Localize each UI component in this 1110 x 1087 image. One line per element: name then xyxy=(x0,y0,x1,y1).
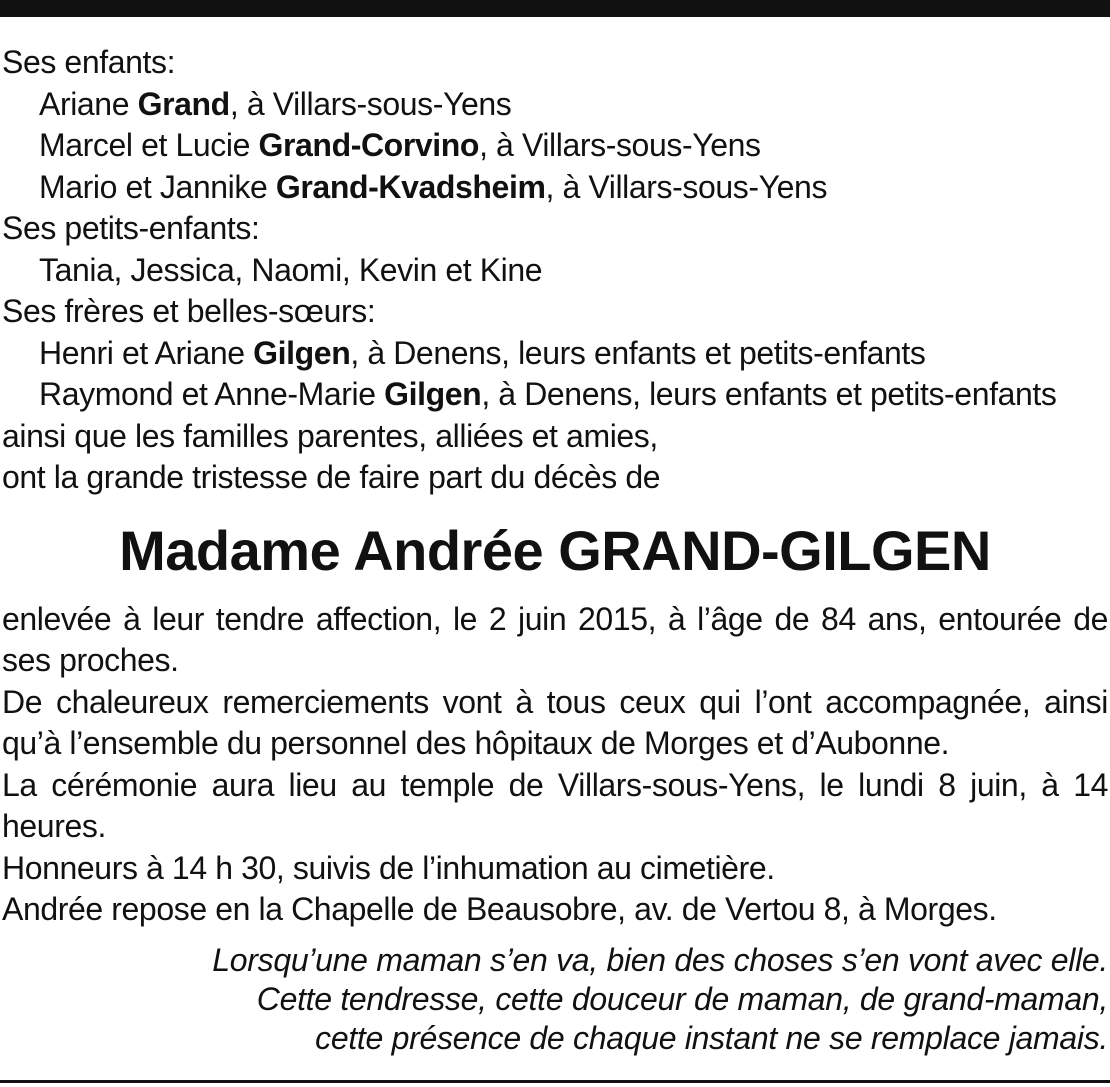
notice-body xyxy=(2,599,1108,931)
member-surname: Gilgen xyxy=(253,334,351,371)
poem xyxy=(2,941,1108,1058)
deceased-name: Madame Andrée GRAND-GILGEN xyxy=(119,518,991,582)
member-surname: Grand xyxy=(137,85,230,122)
family-heading: Ses enfants: xyxy=(2,44,176,80)
family-heading: Ses frères et belles-sœurs: xyxy=(2,293,376,329)
family-member xyxy=(2,84,1108,126)
notice-paragraph: La cérémonie aura lieu au temple de Villars-sous-Yens, le lundi 8 juin, à 14 heures. xyxy=(2,766,1108,844)
family-heading: Ses petits-enfants: xyxy=(2,210,260,246)
notice-paragraph: De chaleureux remerciements vont à tous ceux qui l’ont accompagnée, ainsi qu’à l’ensemble du personnel des hôpitaux de Morges et d’Aubonne. xyxy=(2,683,1108,761)
poem-line: cette présence de chaque instant ne se remplace jamais. xyxy=(315,1019,1108,1056)
member-location: , à Villars-sous-Yens xyxy=(545,168,828,205)
top-rule xyxy=(0,0,1110,17)
closing-line-announcement: ont la grande tristesse de faire part du décès de xyxy=(2,459,661,495)
member-given-names: Ariane xyxy=(39,85,138,122)
notice-paragraph: enlevée à leur tendre affection, le 2 juin 2015, à l’âge de 84 ans, entourée de ses proches. xyxy=(2,600,1108,678)
member-given-names: Mario et Jannike xyxy=(39,168,276,205)
member-location: , à Villars-sous-Yens xyxy=(479,127,761,163)
member-surname: Gilgen xyxy=(384,376,482,412)
family-member xyxy=(2,167,1108,209)
member-given-names: Henri et Ariane xyxy=(39,334,254,371)
member-location: , à Villars-sous-Yens xyxy=(229,85,512,122)
member-given-names: Raymond et Anne-Marie xyxy=(39,376,385,412)
member-given-names: Marcel et Lucie xyxy=(39,127,259,163)
notice-paragraph: Andrée repose en la Chapelle de Beausobre, av. de Vertou 8, à Morges. xyxy=(2,891,997,927)
family-list xyxy=(2,42,1108,416)
member-surname: Grand-Kvadsheim xyxy=(275,168,546,205)
member-surname: Grand-Corvino xyxy=(258,127,480,163)
closing-line-families: ainsi que les familles parentes, alliées et amies, xyxy=(2,417,658,454)
obituary-notice xyxy=(2,42,1108,1058)
family-member xyxy=(2,333,1108,375)
bottom-rule xyxy=(0,1080,1110,1083)
poem-line: Lorsqu’une maman s’en va, bien des choses s’en vont avec elle. xyxy=(212,941,1108,978)
family-member xyxy=(2,125,1108,167)
member-location: , à Denens, leurs enfants et petits-enfants xyxy=(350,334,926,371)
member-given-names: Tania, Jessica, Naomi, Kevin et Kine xyxy=(39,251,543,288)
family-member xyxy=(2,250,1108,292)
family-member xyxy=(2,374,1108,416)
notice-paragraph: Honneurs à 14 h 30, suivis de l’inhumation au cimetière. xyxy=(2,849,775,886)
member-location: , à Denens, leurs enfants et petits-enfants xyxy=(481,376,1057,412)
poem-line: Cette tendresse, cette douceur de maman, de grand-maman, xyxy=(256,980,1108,1017)
